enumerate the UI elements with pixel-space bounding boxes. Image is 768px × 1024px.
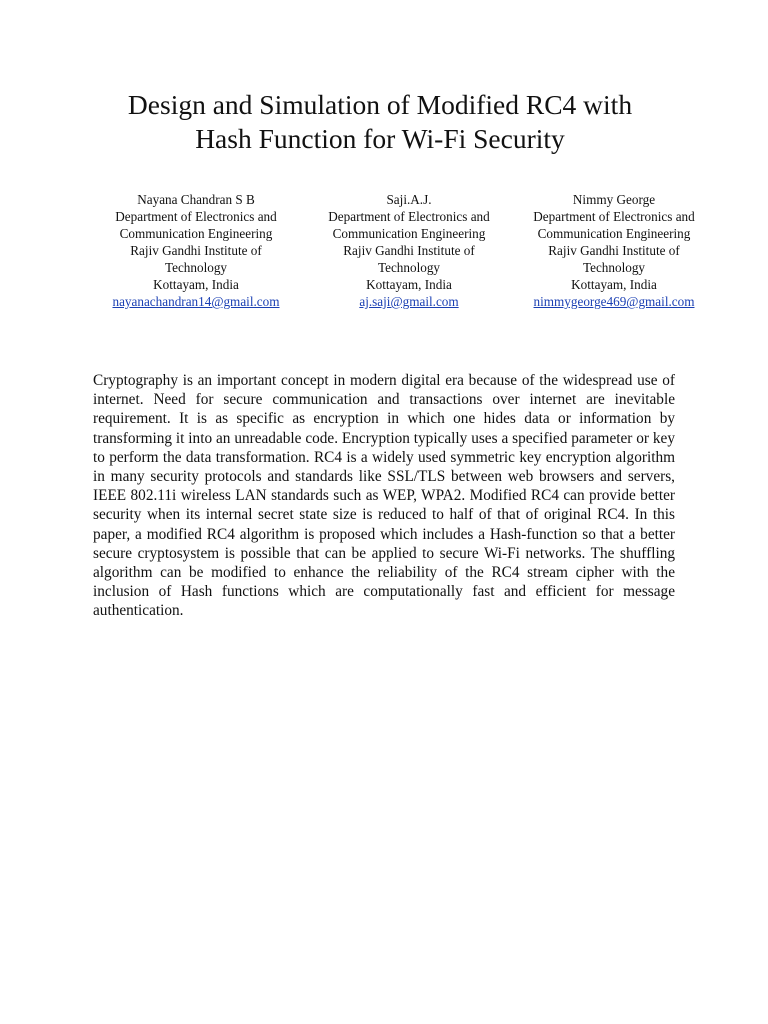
author-block [0,191,768,321]
author-institute: Rajiv Gandhi Institute of [130,243,262,258]
author-1 [86,191,306,310]
author-department: Department of Electronics and [533,209,695,224]
author-2 [299,191,519,310]
author-name: Saji.A.J. [386,192,432,207]
author-3 [504,191,724,310]
author-email-link[interactable]: aj.saji@gmail.com [359,294,459,309]
author-location: Kottayam, India [366,277,452,292]
author-email-link[interactable]: nimmygeorge469@gmail.com [533,294,695,309]
author-institute: Rajiv Gandhi Institute of [548,243,680,258]
author-name: Nayana Chandran S B [137,192,255,207]
author-department-2: Communication Engineering [332,226,486,241]
author-department-2: Communication Engineering [119,226,273,241]
author-name: Nimmy George [572,192,656,207]
author-email-link[interactable]: nayanachandran14@gmail.com [112,294,280,309]
author-department-2: Communication Engineering [537,226,691,241]
abstract-paragraph: Cryptography is an important concept in modern digital era because of the widespread use of internet. Need for secure communication and transactions over internet are inevitable requirement. It is as specific as encryption in which one hides data or information by transforming it into an unreadable code. Encryption typically uses a specified parameter or key to perform the data transformation. RC4 is a widely used symmetric key encryption algorithm in many security protocols and standards like SSL/TLS between web browsers and servers, IEEE 802.11i wireless LAN standards such as WEP, WPA2. Modified RC4 can provide better security when its internal secret state size is reduced to half of that of original RC4. In this paper, a modified RC4 algorithm is proposed which includes a Hash-function so that a better secure cryptosystem is possible that can be applied to secure Wi-Fi networks. The shuffling algorithm can be modified to enhance the reliability of the RC4 stream cipher with the inclusion of Hash functions which are computationally fast and efficient for message authentication. [93,372,675,620]
author-location: Kottayam, India [571,277,657,292]
author-institute-2: Technology [164,260,228,275]
author-institute-2: Technology [582,260,646,275]
author-institute: Rajiv Gandhi Institute of [343,243,475,258]
author-institute-2: Technology [377,260,441,275]
author-department: Department of Electronics and [115,209,277,224]
author-department: Department of Electronics and [328,209,490,224]
author-location: Kottayam, India [153,277,239,292]
paper-title [80,88,680,156]
title-line-1: Design and Simulation of Modified RC4 with [127,89,633,120]
title-line-2: Hash Function for Wi-Fi Security [195,123,565,154]
